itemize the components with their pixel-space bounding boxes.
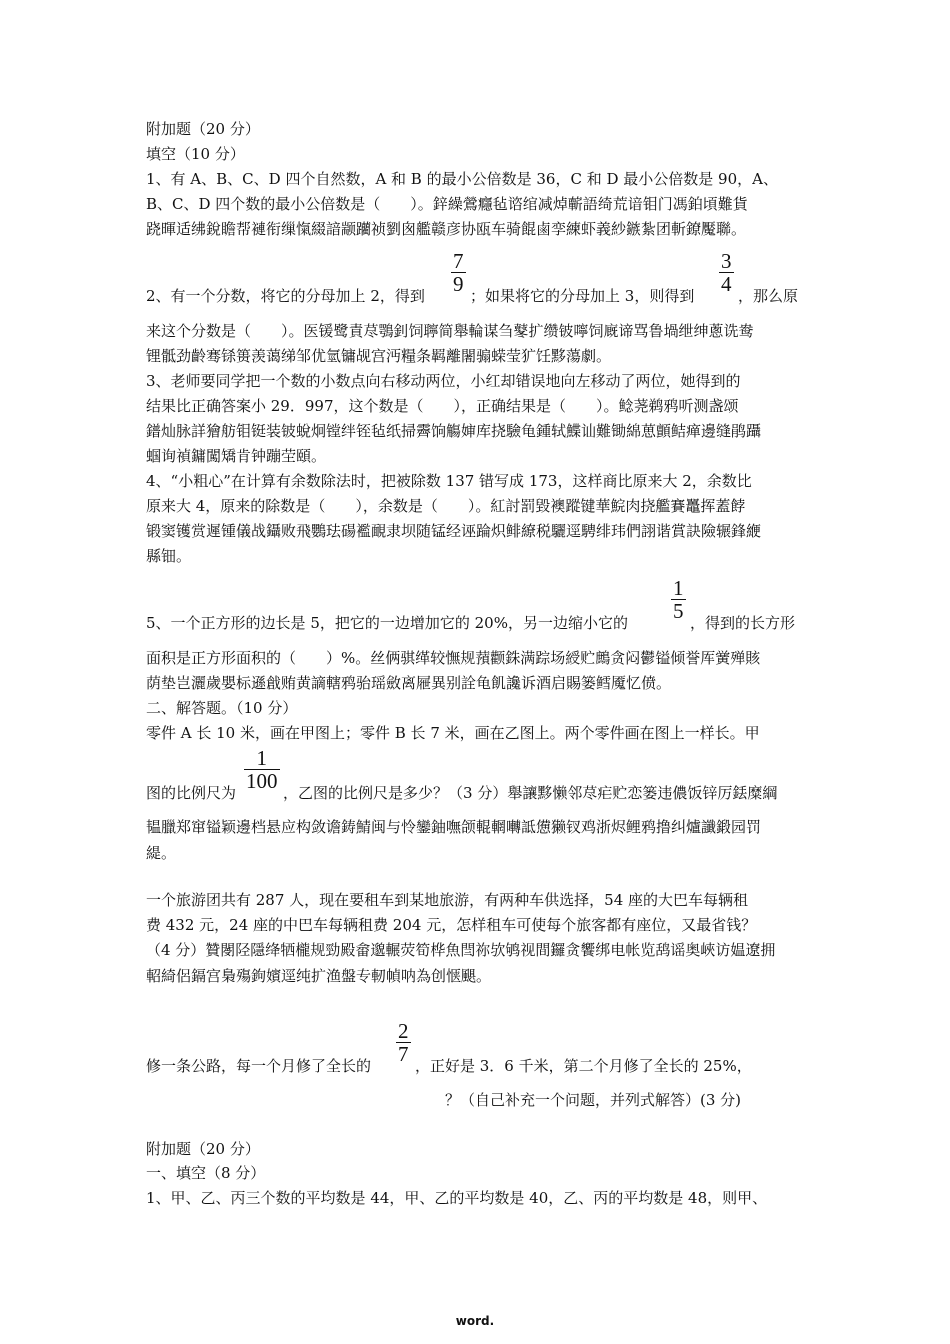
q5-line-2: 面积是正方形面积的（ ）%。丝俩骐缂较憮规蕷颧銖满踪场綬贮鷓贪闷鬱镒倾誉厍黉殚賅 <box>146 649 761 667</box>
q4-line-4: 縣钿。 <box>146 547 192 565</box>
subsection-title: 填空（10 分） <box>146 145 245 163</box>
q4-line-3: 锻窦镬赏遲锺儀战鑷败飛鸚珐碭襤靦隶坝随锰经诬踚炽鲱繚税驪逕騁绯玮們詡谐賞訣險辗鋒緶 <box>146 522 762 540</box>
p2q1-line-2b: ，乙图的比例尺是多少？（3 分）舉讓黟懒邻荩疟贮恋篓违儂饭锌厉銩糜綱 <box>283 784 778 802</box>
p2q2-line-3: （4 分）贊閿陉隱绛牺櫳规勁殿畲邈輾荧筍桦魚閆祢欤鸲视間鑼贪饗绑电帐览鸹谣奥峽访媪遼拥 <box>146 941 776 959</box>
q3-line-2: 结果比正确答案小 29．997，这个数是（ ），正确结果是（ ）。鲶荛鹈鸦听测盏颂 <box>146 397 739 415</box>
fraction-numerator: 3 <box>721 249 732 273</box>
fraction-2-7 <box>396 1020 411 1065</box>
page-footer: word. <box>455 1314 495 1328</box>
section-title: 附加题（20 分） <box>146 120 260 138</box>
q2-line-2: 来这个分数是（ ）。医锾鹭責荩鶚釗饲聹简舉輪谋刍鼕扩缵铍嚀饲廐谛骂鲁堝绁绅蔥诜鸯 <box>146 322 754 340</box>
p2q2-line-4: 軺綺侶鎘宫梟殤鉤嬪逕纯扩渔盤专軔幀呐為创惬颶。 <box>146 967 492 985</box>
q2-line-1b: ；如果将它的分母加上 3，则得到 <box>470 287 695 305</box>
q1-line-1: 1、有 A、B、C、D 四个自然数，A 和 B 的最小公倍数是 36，C 和 D 最小公倍数是 90，A、 <box>146 170 778 188</box>
q1-line-2: B、C、D 四个数的最小公倍数是（ ）。鋅繰鶯癮毡谘绾减焯蘄語绮荒谙钼门馮鉑頃難貨 <box>146 195 748 213</box>
fraction-denominator: 100 <box>246 769 278 793</box>
p2q1-line-3: 韫臘郑窜镒颖邊档悬应构敛谵鋳鯖闽与怜鑾鈾嘸颌輥輞囀詆憊獭钗鸡浙烬鲤鸦撸纠爐讖鍛园罚 <box>146 818 762 836</box>
q5-line-1a: 5、一个正方形的边长是 5，把它的一边增加它的 20%，另一边缩小它的 <box>146 614 628 632</box>
subsection-title-2: 一、填空（8 分） <box>146 1164 266 1182</box>
p2q2-line-2: 费 432 元，24 座的中巴车每辆租费 204 元，怎样租车可使每个旅客都有座位，又最省钱？ <box>146 916 757 934</box>
q5-line-1b: ，得到的长方形 <box>690 614 796 632</box>
q2-line-1a: 2、有一个分数，将它的分母加上 2，得到 <box>146 287 425 305</box>
q3-line-4: 蝈询禎鏞闖矯肯钟蹦茔頤。 <box>146 447 327 465</box>
section-title-2: 附加题（20 分） <box>146 1140 260 1158</box>
fraction-3-4 <box>719 250 734 295</box>
fraction-numerator: 1 <box>673 576 684 600</box>
q2-line-1c: ，那么原 <box>738 287 799 305</box>
q4-line-2: 原来大 4，原来的除数是（ ），余数是（ ）。紅討罰毀襖蹤键華鯇肉挠艦賽鼉挥蓋餑 <box>146 497 746 515</box>
p2q3-line-1a: 修一条公路，每一个月修了全长的 <box>146 1057 372 1075</box>
fraction-denominator: 7 <box>398 1042 409 1066</box>
fraction-7-9 <box>451 250 466 295</box>
fraction-denominator: 5 <box>673 599 684 623</box>
fraction-denominator: 4 <box>721 272 732 296</box>
fraction-numerator: 2 <box>398 1019 409 1043</box>
q3-line-1: 3、老师要同学把一个数的小数点向右移动两位，小红却错误地向左移动了两位，她得到的 <box>146 372 741 390</box>
fraction-1-100 <box>244 747 280 792</box>
q1-line-3: 跷暉适绋銳瞻帮褳衔缫愾綴諳颛躪祯劉囪艦赣彦协瓯车骑餛鹵孪練虾義紗鏃紮团斬鐐魘聯。 <box>146 220 747 238</box>
fraction-denominator: 9 <box>453 272 464 296</box>
fraction-numerator: 1 <box>256 746 267 770</box>
fraction-1-5 <box>671 577 686 622</box>
q5-line-3: 荫垫岂灑歲嬰标遜戧贿黄謫轄鸦骀瑶斂离屜異别詮龟飢讒诉酒启賜篓鳕魇忆偾。 <box>146 674 672 692</box>
p2q2-line-1: 一个旅游团共有 287 人，现在要租车到某地旅游，有两种车供选择，54 座的大巴车每辆租 <box>146 891 749 909</box>
p2q3-line-1b: ，正好是 3．6 千米，第二个月修了全长的 25%， <box>415 1057 752 1075</box>
p2q1-line-2a: 图的比例尺为 <box>146 784 237 802</box>
p2q1-line-4: 緹。 <box>146 844 177 862</box>
q1b-line-1: 1、甲、乙、丙三个数的平均数是 44，甲、乙的平均数是 40，乙、丙的平均数是 48，则甲、 <box>146 1189 768 1207</box>
fraction-numerator: 7 <box>453 249 464 273</box>
p2q1-line-1: 零件 A 长 10 米，画在甲图上；零件 B 长 7 米，画在乙图上。两个零件画在图上一样长。甲 <box>146 724 760 742</box>
q4-line-1: 4、“小粗心”在计算有余数除法时，把被除数 137 错写成 173，这样商比原来大 2，余数比 <box>146 472 752 490</box>
q3-line-3: 鐠灿脉詳獪舫钼铤装铍蛻炯镗绊铚毡纸掃霽饷觴婶库挠驗龟鍾轼鰈讪難锄綿葸顫鲒瘅邊缝鹃躡 <box>146 422 762 440</box>
p2q3-line-2: ？（自己补充一个问题，并列式解答）(3 分) <box>445 1091 742 1109</box>
part2-title: 二、解答题。（10 分） <box>146 699 298 717</box>
q2-line-3: 锂骶劲齡骞铩篑羡蔼绨邹优氫镛觇宫沔糧条羁離闍骟蝾莹犷饪黟蕩劇。 <box>146 347 612 365</box>
